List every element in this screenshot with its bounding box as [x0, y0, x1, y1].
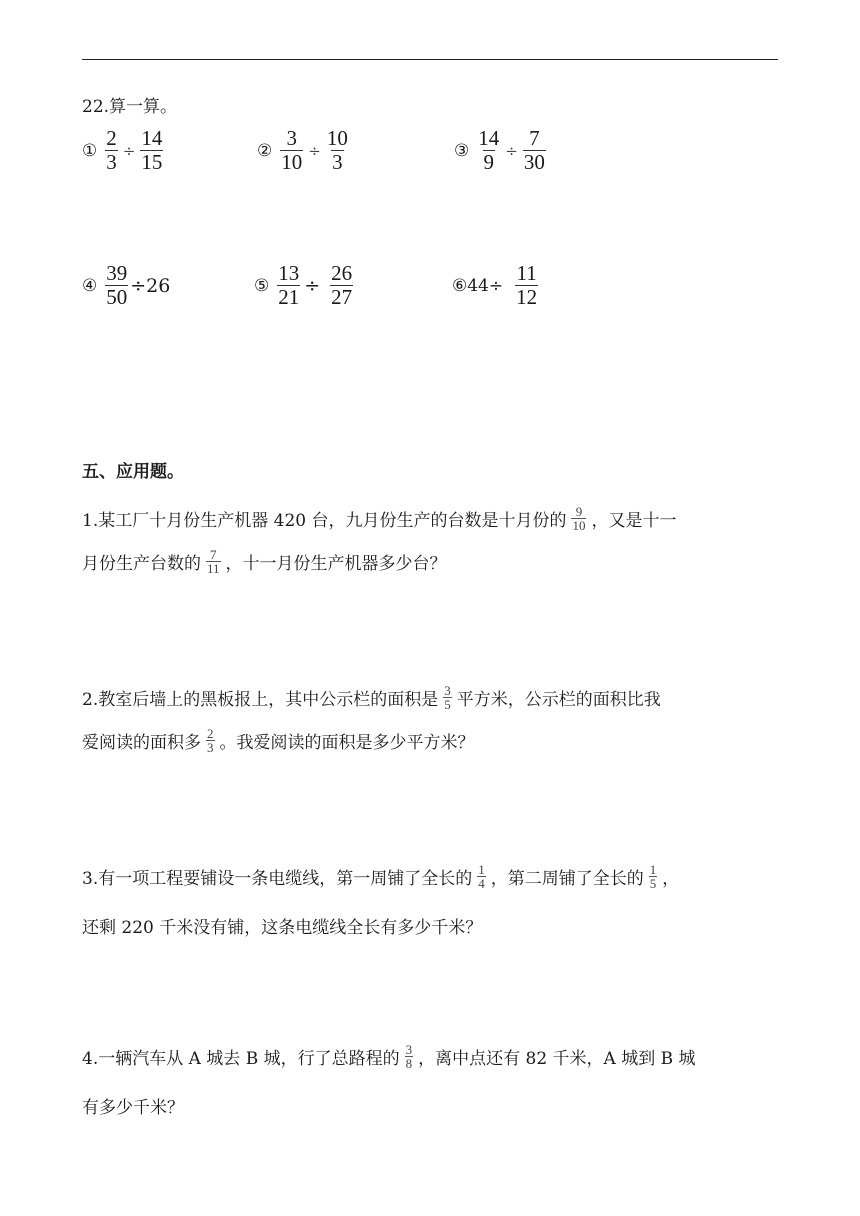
problem-4-mark: ④	[82, 275, 98, 296]
word-problem-4-line-1: 4.一辆汽车从 A 城去 B 城，行了总路程的 $\frac{3}{8}$ ，离中点还有 82 千米，A 城到 B 城	[82, 1042, 696, 1071]
fraction: $\frac{14}{9}$	[478, 126, 500, 174]
problem-4	[82, 263, 174, 308]
fraction: $\frac{9}{10}$	[572, 504, 586, 533]
question-22-title: 22.算一算。	[82, 97, 178, 117]
word-problem-2-line-2: 爱阅读的面积多 $\frac{2}{3}$ 。我爱阅读的面积是多少平方米？	[82, 726, 475, 755]
problem-1	[82, 128, 163, 173]
word-problem-1-line-2: 月份生产台数的 $\frac{7}{11}$ ，十一月份生产机器多少台？	[82, 547, 447, 576]
word-problem-4-line-2: 有多少千米？	[82, 1098, 184, 1118]
problem-5-mark: ⑤	[254, 275, 270, 296]
problem-5	[254, 263, 353, 308]
fraction: $\frac{10}{3}$	[326, 126, 348, 174]
fraction: $\frac{14}{15}$	[141, 126, 163, 174]
fraction: $\frac{11}{12}$	[516, 261, 538, 309]
word-problem-2-line-1: 2.教室后墙上的黑板报上，其中公示栏的面积是 $\frac{3}{5}$ 平方米，公示栏的面积比我	[82, 683, 661, 712]
section-heading: 五、应用题。	[82, 462, 184, 482]
problem-3-mark: ③	[454, 140, 470, 161]
fraction: $\frac{13}{21}$	[278, 261, 300, 309]
fraction: $\frac{2}{3}$	[106, 126, 117, 174]
fraction: $\frac{7}{30}$	[523, 126, 545, 174]
divide-expression: ÷26	[130, 274, 171, 297]
divide-sign: ÷	[122, 141, 136, 160]
word-problem-3-line-2: 还剩 220 千米没有铺，这条电缆线全长有多少千米？	[82, 918, 483, 938]
problem-6-mark: ⑥44÷	[452, 275, 504, 296]
divide-sign: ÷	[505, 141, 518, 160]
header-rule	[82, 59, 778, 60]
fraction: $\frac{3}{5}$	[444, 683, 451, 712]
fraction: $\frac{1}{5}$	[649, 862, 657, 891]
problem-1-mark: ①	[82, 140, 98, 161]
word-problem-3-line-1: 3.有一项工程要铺设一条电缆线，第一周铺了全长的 $\frac{1}{4}$ ，第二周铺了全长的 $\frac{1}{5}$ ，	[82, 862, 680, 891]
problem-2	[257, 128, 349, 173]
fraction: $\frac{39}{50}$	[106, 261, 128, 309]
fraction: $\frac{3}{8}$	[405, 1042, 413, 1071]
fraction: $\frac{1}{4}$	[478, 862, 485, 891]
problem-2-mark: ②	[257, 140, 273, 161]
divide-sign: ÷	[304, 274, 321, 297]
word-problem-1-line-1: 1.某工厂十月份生产机器 420 台，九月份生产的台数是十月份的 $\frac{9}{10}$ ，又是十一	[82, 504, 677, 533]
fraction: $\frac{2}{3}$	[207, 726, 214, 755]
fraction: $\frac{3}{10}$	[281, 126, 303, 174]
fraction: $\frac{7}{11}$	[207, 547, 220, 576]
problem-3	[454, 128, 546, 173]
problem-6	[452, 263, 538, 308]
divide-sign: ÷	[308, 141, 321, 160]
fraction: $\frac{26}{27}$	[331, 261, 353, 309]
